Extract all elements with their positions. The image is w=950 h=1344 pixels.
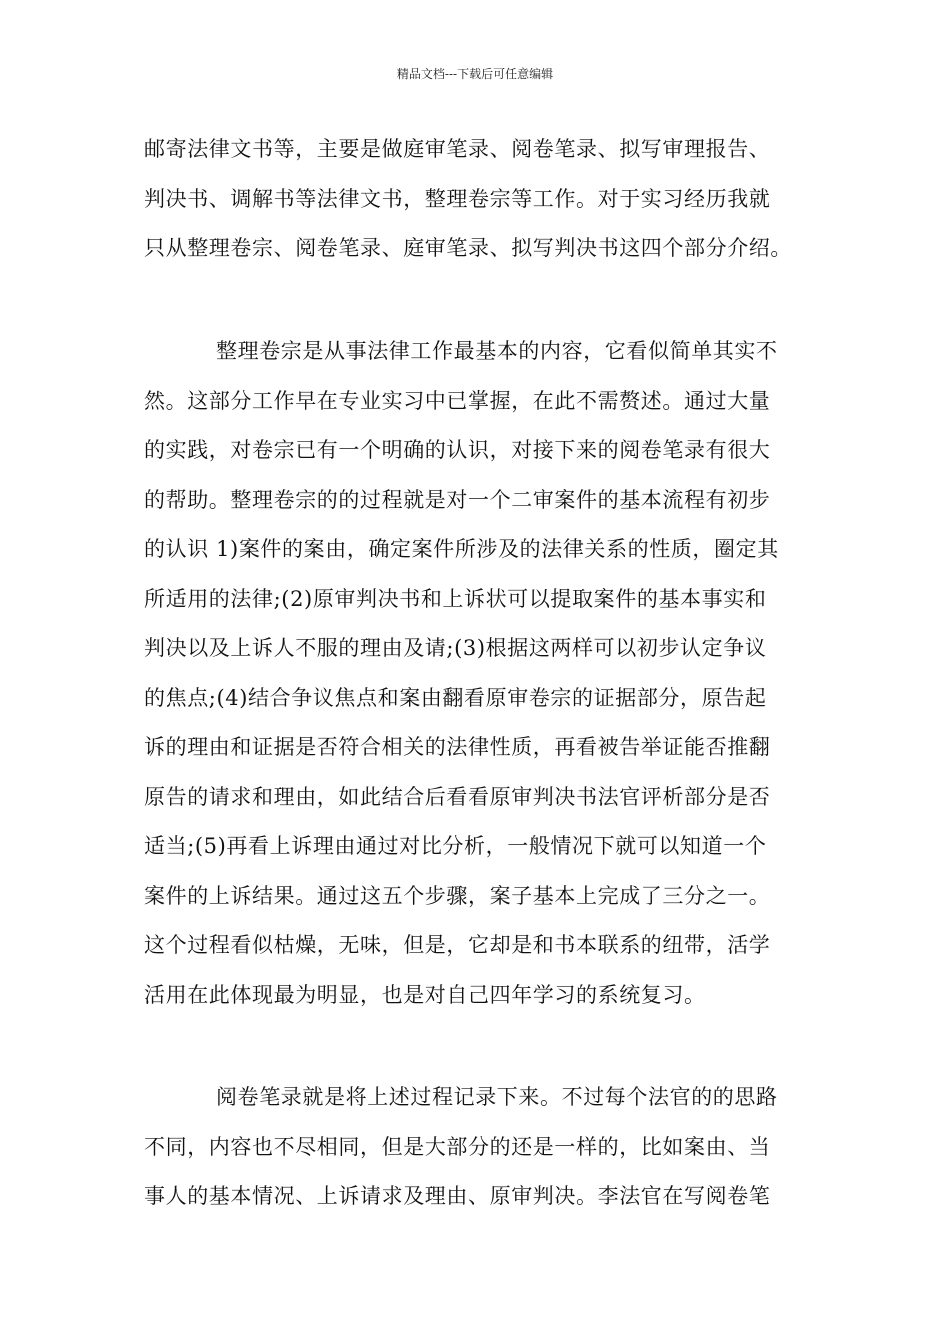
text-line: 案件的上诉结果。通过这五个步骤，案子基本上完成了三分之一。 <box>144 883 771 908</box>
text-line: 所适用的法律;(2)原审判决书和上诉状可以提取案件的基本事实和 <box>144 586 767 611</box>
paragraph-2 <box>144 327 824 1020</box>
text-line: 的焦点;(4)结合争议焦点和案由翻看原审卷宗的证据部分，原告起 <box>144 685 767 710</box>
text-line: 邮寄法律文书等，主要是做庭审笔录、阅卷笔录、拟写审理报告、 <box>144 137 771 161</box>
text-line: 不同，内容也不尽相同，但是大部分的还是一样的，比如案由、当 <box>144 1134 771 1159</box>
text-line: 阅卷笔录就是将上述过程记录下来。不过每个法官的的思路 <box>216 1085 778 1109</box>
text-line: 诉的理由和证据是否符合相关的法律性质，再看被告举证能否推翻 <box>144 735 771 759</box>
text-line: 的认识 1)案件的案由，确定案件所涉及的法律关系的性质，圈定其 <box>144 537 779 561</box>
text-line: 活用在此体现最为明显，也是对自己四年学习的系统复习。 <box>144 982 706 1007</box>
paragraph-3 <box>144 1073 824 1222</box>
text-line: 适当;(5)再看上诉理由通过对比分析，一般情况下就可以知道一个 <box>144 834 767 858</box>
text-line: 这个过程看似枯燥，无味，但是，它却是和书本联系的纽带，活学 <box>144 933 771 957</box>
text-line: 只从整理卷宗、阅卷笔录、庭审笔录、拟写判决书这四个部分介绍。 <box>144 236 792 260</box>
text-line: 的实践，对卷宗已有一个明确的认识，对接下来的阅卷笔录有很大 <box>144 438 771 462</box>
text-line: 的帮助。整理卷宗的的过程就是对一个二审案件的基本流程有初步 <box>144 487 771 512</box>
text-line: 然。这部分工作早在专业实习中已掌握，在此不需赘述。通过大量 <box>144 388 771 413</box>
text-line: 事人的基本情况、上诉请求及理由、原审判决。李法官在写阅卷笔 <box>144 1184 771 1208</box>
page-header: 精品文档---下载后可任意编辑 <box>396 67 554 81</box>
text-line: 判决以及上诉人不服的理由及请;(3)根据这两样可以初步认定争议 <box>144 636 767 660</box>
paragraph-1 <box>144 125 824 274</box>
text-line: 原告的请求和理由，如此结合后看看原审判决书法官评析部分是否 <box>144 784 771 809</box>
text-line: 判决书、调解书等法律文书，整理卷宗等工作。对于实习经历我就 <box>144 186 771 211</box>
text-line: 整理卷宗是从事法律工作最基本的内容，它看似简单其实不 <box>216 339 778 363</box>
